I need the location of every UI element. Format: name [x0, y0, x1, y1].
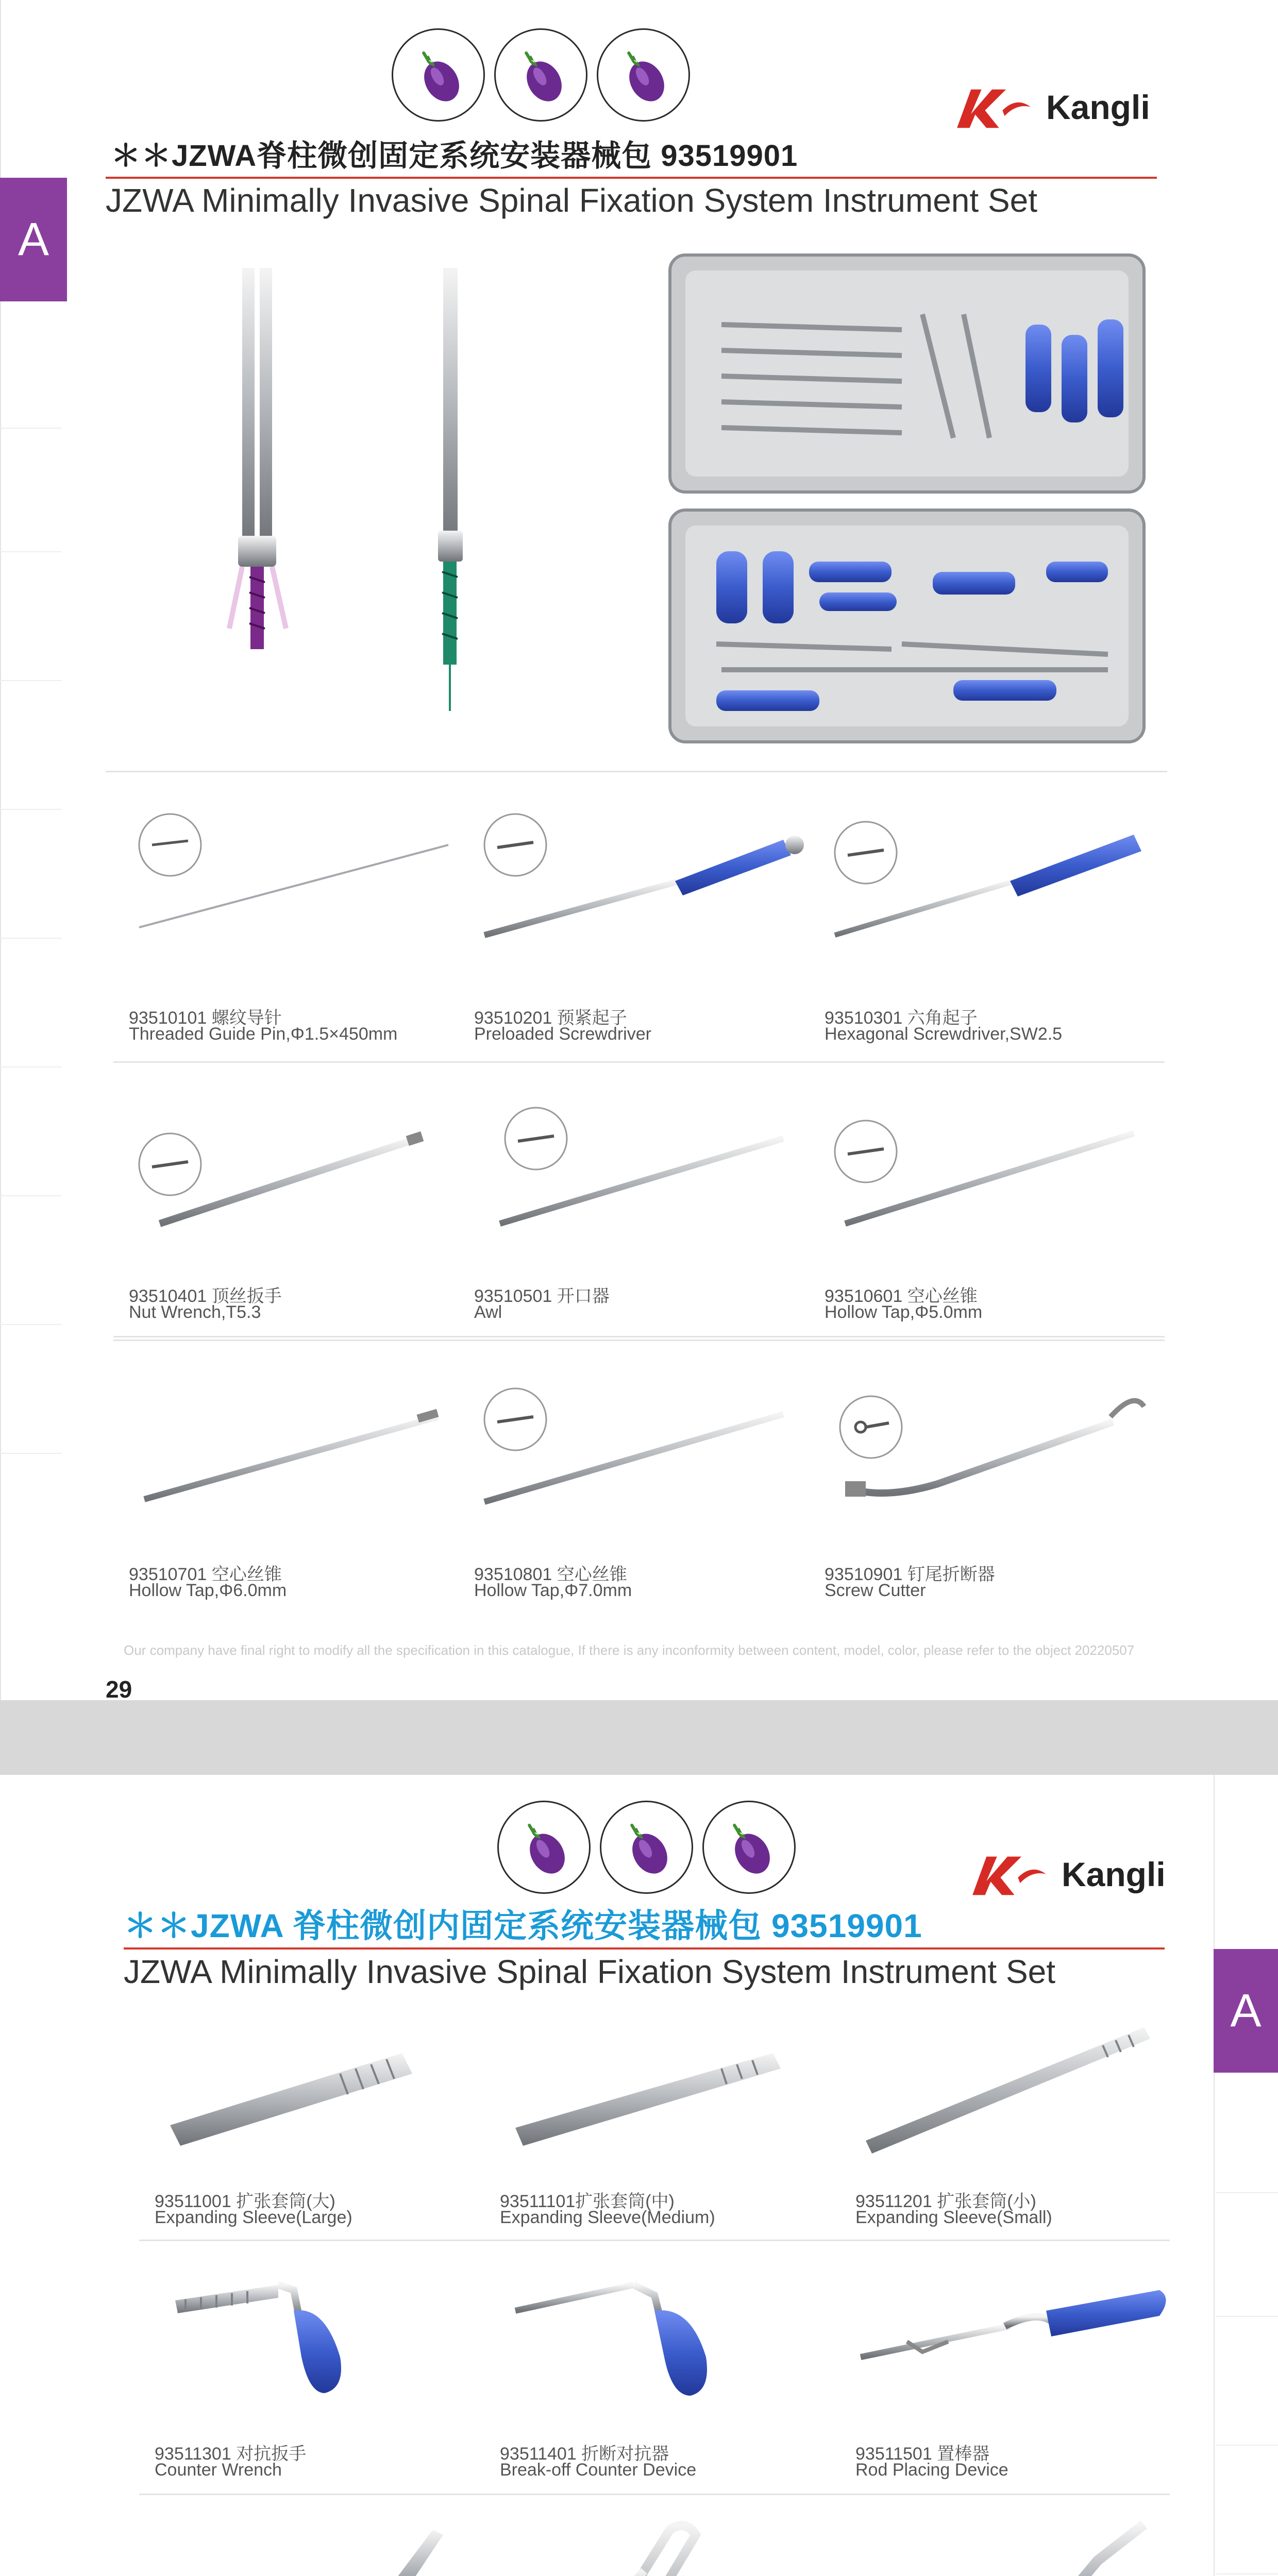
product-image: [129, 1097, 464, 1252]
item-name: Screw Cutter: [825, 1581, 926, 1600]
title-divider: [106, 177, 1157, 179]
item-code: 93510101 螺纹导针: [129, 1008, 282, 1028]
instrument-tray-image: [665, 252, 1149, 747]
item-code: 93510301 六角起子: [825, 1008, 978, 1028]
margin-line: [0, 1453, 62, 1454]
instrument-hero-image: [227, 258, 495, 721]
row-divider: [139, 2240, 1170, 2241]
item-code: 93511501 置棒器: [855, 2444, 990, 2464]
product-image: [129, 804, 464, 958]
product-grid: [139, 2002, 1170, 2576]
item-code: 93510801 空心丝锥: [474, 1565, 627, 1584]
kangli-logo-icon: [948, 82, 1036, 131]
product-image: [825, 1370, 1159, 1525]
margin-line: [0, 428, 62, 429]
section-divider: [106, 771, 1167, 772]
catalog-page-30: [0, 1775, 1278, 2576]
right-margin-guide: [1214, 1775, 1215, 2576]
brand-logo: [948, 82, 1150, 131]
item-name: Expanding Sleeve(Medium): [500, 2208, 715, 2227]
item-code: 93510401 顶丝扳手: [129, 1286, 282, 1306]
item-name: Expanding Sleeve(Small): [855, 2208, 1052, 2227]
margin-line: [0, 551, 62, 552]
margin-line: [0, 938, 62, 939]
row-divider: [113, 1336, 1165, 1337]
item-code: 93510201 预紧起子: [474, 1008, 627, 1028]
product-image: [825, 1097, 1159, 1252]
margin-line: [0, 809, 62, 810]
margin-line: [1216, 2573, 1278, 2574]
item-code: 93510601 空心丝锥: [825, 1286, 978, 1306]
section-title-en: JZWA Minimally Invasive Spinal Fixation System Instrument Set: [124, 1953, 1055, 1990]
product-image: [855, 2509, 1175, 2576]
margin-line: [0, 1195, 62, 1196]
product-image: [155, 2509, 474, 2576]
eggplant-icon: [597, 28, 690, 122]
eggplant-icon: [392, 28, 485, 122]
item-name: Hollow Tap,Φ7.0mm: [474, 1581, 632, 1600]
item-code: 93511201 扩张套筒(小): [855, 2192, 1036, 2211]
brand-logo: [964, 1850, 1166, 1899]
brand-name: Kangli: [1062, 1855, 1166, 1893]
item-name: Preloaded Screwdriver: [474, 1024, 651, 1044]
item-code: 93510501 开口器: [474, 1286, 610, 1306]
item-name: Threaded Guide Pin,Φ1.5×450mm: [129, 1024, 398, 1044]
margin-line: [0, 680, 62, 681]
margin-line: [0, 1066, 62, 1067]
item-code: 93511101扩张套筒(中): [500, 2192, 675, 2211]
rating-badges: [497, 1801, 796, 1894]
eggplant-icon: [494, 28, 587, 122]
margin-line: [1216, 2316, 1278, 2317]
title-divider: [124, 1947, 1165, 1950]
item-code: 93510701 空心丝锥: [129, 1565, 282, 1584]
item-name: Awl: [474, 1302, 502, 1322]
row-divider: [139, 2494, 1170, 2495]
item-name: Hollow Tap,Φ5.0mm: [825, 1302, 983, 1322]
product-image: [500, 2254, 819, 2409]
eggplant-icon: [600, 1801, 693, 1894]
row-divider: [113, 1061, 1165, 1063]
margin-line: [1216, 2192, 1278, 2193]
item-name: Expanding Sleeve(Large): [155, 2208, 352, 2227]
product-image: [855, 2254, 1175, 2409]
eggplant-icon: [497, 1801, 591, 1894]
brand-name: Kangli: [1046, 88, 1150, 126]
product-image: [825, 804, 1159, 958]
product-image: [155, 2254, 474, 2409]
product-image: [474, 804, 809, 958]
margin-line: [1216, 2445, 1278, 2446]
product-image: [155, 2017, 474, 2166]
item-name: Counter Wrench: [155, 2460, 282, 2480]
page-number: 29: [106, 1676, 132, 1700]
item-code: 93511001 扩张套筒(大): [155, 2192, 335, 2211]
product-image: [474, 1370, 809, 1525]
product-image: [500, 2017, 819, 2166]
margin-line: [0, 1324, 62, 1325]
eggplant-icon: [702, 1801, 796, 1894]
section-tab[interactable]: A: [0, 178, 67, 301]
item-code: 93511401 折断对抗器: [500, 2444, 669, 2464]
item-name: Rod Placing Device: [855, 2460, 1008, 2480]
section-title-cn: ＊＊JZWA 脊柱微创内固定系统安装器械包 93519901: [124, 1907, 922, 1944]
section-title-en: JZWA Minimally Invasive Spinal Fixation System Instrument Set: [106, 182, 1037, 219]
rating-badges: [392, 28, 690, 122]
product-image: [129, 1370, 464, 1525]
item-name: Break-off Counter Device: [500, 2460, 697, 2480]
section-title-cn: ＊＊JZWA脊柱微创固定系统安装器械包 93519901: [111, 139, 798, 173]
item-code: 93510901 钉尾折断器: [825, 1565, 995, 1584]
kangli-logo-icon: [964, 1850, 1051, 1899]
item-name: Nut Wrench,T5.3: [129, 1302, 261, 1322]
disclaimer-footnote: Our company have final right to modify all the specification in this catalogue, If there is any inconformity between content, model, color, please refer to the object 20220507: [124, 1642, 1135, 1658]
item-name: Hollow Tap,Φ6.0mm: [129, 1581, 287, 1600]
product-image: [474, 1097, 809, 1252]
product-image: [500, 2509, 819, 2576]
item-name: Hexagonal Screwdriver,SW2.5: [825, 1024, 1063, 1044]
section-tab[interactable]: A: [1214, 1949, 1278, 2073]
item-code: 93511301 对抗扳手: [155, 2444, 307, 2464]
product-image: [855, 2012, 1175, 2166]
product-grid: [113, 773, 1165, 1628]
